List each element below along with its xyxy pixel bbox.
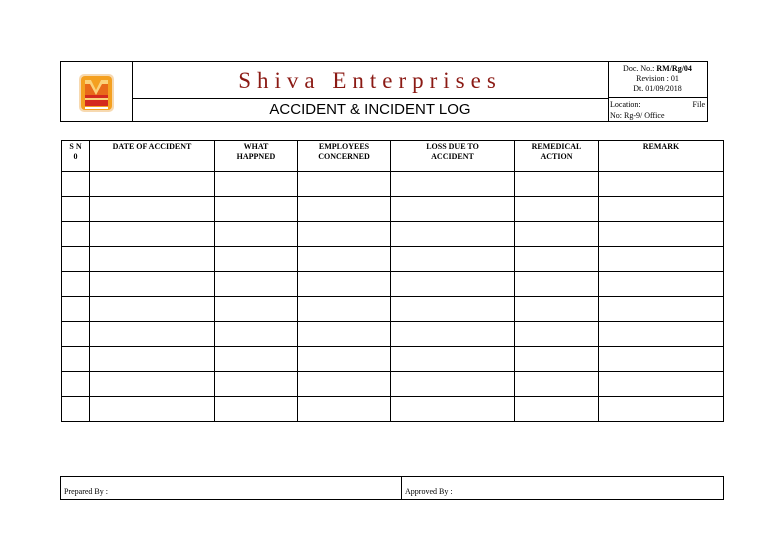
table-cell[interactable] <box>298 372 391 397</box>
table-cell[interactable] <box>599 172 724 197</box>
table-cell[interactable] <box>62 222 90 247</box>
table-cell[interactable] <box>90 222 215 247</box>
table-cell[interactable] <box>62 297 90 322</box>
table-cell[interactable] <box>515 272 599 297</box>
table-cell[interactable] <box>515 247 599 272</box>
table-row <box>62 372 724 397</box>
table-cell[interactable] <box>298 272 391 297</box>
table-cell[interactable] <box>215 222 298 247</box>
table-cell[interactable] <box>62 197 90 222</box>
doc-number-value: RM/Rg/04 <box>656 64 692 73</box>
table-cell[interactable] <box>391 297 515 322</box>
table-cell[interactable] <box>62 247 90 272</box>
table-cell[interactable] <box>599 222 724 247</box>
prepared-by: Prepared By : <box>61 477 402 499</box>
table-row <box>62 272 724 297</box>
table-cell[interactable] <box>298 397 391 422</box>
table-cell[interactable] <box>599 272 724 297</box>
table-cell[interactable] <box>515 322 599 347</box>
table-cell[interactable] <box>391 347 515 372</box>
log-title: ACCIDENT & INCIDENT LOG <box>269 101 471 118</box>
table-row <box>62 397 724 422</box>
table-cell[interactable] <box>599 347 724 372</box>
table-cell[interactable] <box>298 322 391 347</box>
table-cell[interactable] <box>62 347 90 372</box>
col-loss-due-to-accident: LOSS DUE TO ACCIDENT <box>391 141 515 172</box>
table-row <box>62 347 724 372</box>
table-cell[interactable] <box>515 222 599 247</box>
doc-number-label: Doc. No.: <box>623 64 655 73</box>
table-cell[interactable] <box>62 172 90 197</box>
table-cell[interactable] <box>298 172 391 197</box>
table-cell[interactable] <box>90 172 215 197</box>
table-cell[interactable] <box>90 347 215 372</box>
table-cell[interactable] <box>515 397 599 422</box>
table-cell[interactable] <box>62 372 90 397</box>
table-cell[interactable] <box>90 197 215 222</box>
document-header <box>60 61 708 122</box>
location-info <box>610 99 705 121</box>
location-file: File <box>692 100 705 109</box>
col-date-of-accident: DATE OF ACCIDENT <box>90 141 215 172</box>
logo-cell <box>61 62 133 121</box>
accident-log-table <box>61 140 724 422</box>
table-cell[interactable] <box>90 247 215 272</box>
table-cell[interactable] <box>215 372 298 397</box>
table-row <box>62 197 724 222</box>
table-cell[interactable] <box>90 272 215 297</box>
table-cell[interactable] <box>215 247 298 272</box>
col-employees-concerned: EMPLOYEES CONCERNED <box>298 141 391 172</box>
table-cell[interactable] <box>298 247 391 272</box>
col-what-happened: WHAT HAPPNED <box>215 141 298 172</box>
table-cell[interactable] <box>599 297 724 322</box>
table-body <box>62 172 724 422</box>
doc-date: Dt. 01/09/2018 <box>633 84 682 93</box>
table-cell[interactable] <box>215 197 298 222</box>
table-cell[interactable] <box>515 172 599 197</box>
col-remark: REMARK <box>599 141 724 172</box>
signature-footer <box>60 476 724 500</box>
doc-info <box>608 62 707 98</box>
col-sno: S N 0 <box>62 141 90 172</box>
location-number: No: Rg-9/ Office <box>610 111 665 120</box>
table-cell[interactable] <box>391 197 515 222</box>
table-header-row <box>62 141 724 172</box>
table-cell[interactable] <box>599 372 724 397</box>
table-cell[interactable] <box>215 347 298 372</box>
table-cell[interactable] <box>391 172 515 197</box>
table-row <box>62 222 724 247</box>
table-row <box>62 297 724 322</box>
table-cell[interactable] <box>215 172 298 197</box>
table-cell[interactable] <box>90 372 215 397</box>
revision: Revision : 01 <box>636 74 679 83</box>
table-row <box>62 247 724 272</box>
col-remedial-action: REMEDICAL ACTION <box>515 141 599 172</box>
table-cell[interactable] <box>90 322 215 347</box>
table-cell[interactable] <box>215 297 298 322</box>
table-cell[interactable] <box>515 347 599 372</box>
table-cell[interactable] <box>391 397 515 422</box>
table-cell[interactable] <box>90 297 215 322</box>
table-cell[interactable] <box>62 322 90 347</box>
table-cell[interactable] <box>515 297 599 322</box>
table-cell[interactable] <box>391 272 515 297</box>
table-cell[interactable] <box>215 397 298 422</box>
table-cell[interactable] <box>90 397 215 422</box>
table-cell[interactable] <box>391 322 515 347</box>
table-cell[interactable] <box>215 322 298 347</box>
table-cell[interactable] <box>599 197 724 222</box>
table-cell[interactable] <box>298 197 391 222</box>
table-cell[interactable] <box>298 297 391 322</box>
table-cell[interactable] <box>215 272 298 297</box>
table-cell[interactable] <box>515 372 599 397</box>
table-cell[interactable] <box>298 347 391 372</box>
table-cell[interactable] <box>599 247 724 272</box>
doc-number <box>608 64 707 74</box>
approved-by: Approved By : <box>405 487 453 496</box>
location-label: Location: <box>610 100 641 109</box>
table-cell[interactable] <box>62 397 90 422</box>
table-row <box>62 322 724 347</box>
table-cell[interactable] <box>391 372 515 397</box>
doc-info-cell <box>608 62 707 121</box>
table-cell[interactable] <box>298 222 391 247</box>
table-cell[interactable] <box>515 197 599 222</box>
table-cell[interactable] <box>599 397 724 422</box>
title-cell <box>132 62 609 121</box>
table-cell[interactable] <box>599 322 724 347</box>
company-name: Shiva Enterprises <box>132 62 608 99</box>
table-cell[interactable] <box>62 272 90 297</box>
table-cell[interactable] <box>391 222 515 247</box>
table-cell[interactable] <box>391 247 515 272</box>
safety-vest-logo-icon <box>79 74 114 112</box>
table-row <box>62 172 724 197</box>
